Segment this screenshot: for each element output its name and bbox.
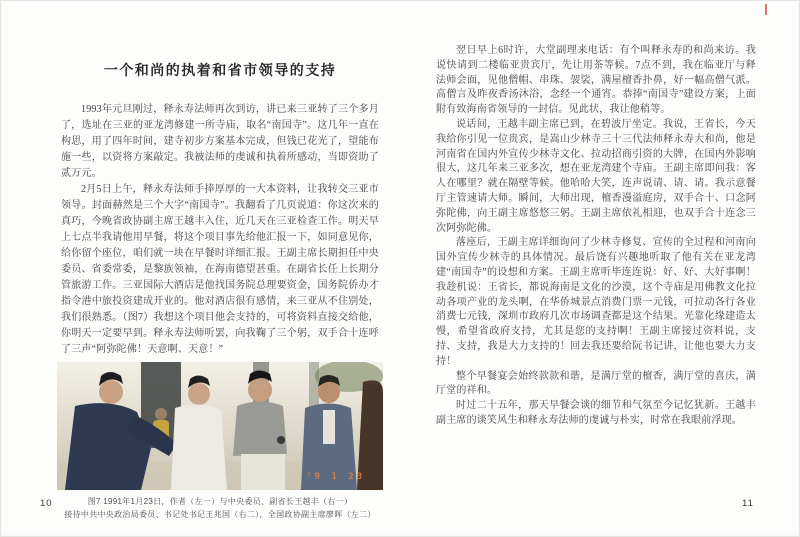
page-right (436, 0, 756, 537)
photo-caption-line1: 图7 1991年1月23日，作者（左一）与中央委员、副省长王越丰（右一） (87, 497, 353, 506)
photo-figure (57, 362, 383, 521)
photo-caption (57, 495, 383, 521)
left-paragraph-2: 2月5日上午，释永寿法师手捧厚厚的一大本资料，让我转交三亚市领导。封面赫然是三个大字“南国寺”。我翻看了几页说道：你这次来的真巧，今晚省政协副主席王越丰入住，近几天在三亚检查工作。明天早上七点半我请他用早餐，将这个项目事先给他汇报一下，如同意见你，给你留个座位，咱们就一块在早餐时详细汇报。王副主席长期担任中央委员、省委常委，是黎族领袖，在海南德望甚重。在副省长任上长期分管旅游工作。三亚国际大酒店是他找国务院总理要资金，国务院侨办才指令港中旅投资建成开业的。他对酒店很有感情，来三亚从不住别处，我们很熟悉。（图7）我想这个项目他会支持的，可将资料直接交给他，你明天一定要早到。释永寿法师听罢，向我鞠了三个躬，双手合十连呼了三声“阿弥陀佛！天意啊、天意！” (61, 184, 379, 355)
photo-caption-line2: 接待中共中央政治局委员、书记处书记王兆国（右二），全国政协副主席廖晖（左二） (64, 510, 376, 519)
red-edge-mark (765, 4, 767, 15)
page-number-left: 10 (40, 498, 53, 509)
historical-photo (57, 362, 383, 490)
right-paragraph-5: 时过二十五年，那天早餐会谈的细节和气氛至今记忆犹新。王越丰副主席的谈笑风生和释永寿法师的虔诚与朴实，时常在我眼前浮现。 (436, 400, 756, 426)
page-left (61, 0, 379, 537)
left-paragraph-1: 1993年元旦刚过，释永寿法师再次到访，讲已来三亚转了三个多月了，选址在三亚的亚龙湾修建一所寺庙，取名“南国寺”。这几年一直在构思，用了四年时间，建寺初步方案基本完成，但钱已花光了，望能布施一些，以资将方案敲定。我被法师的虔诚和执着所感动，当即资助了贰万元。 (61, 104, 379, 179)
right-paragraph-3: 落座后，王副主席详细询问了少林寺修复、宣传的全过程和河南向国外宣传少林寺的具体情况。最后饶有兴趣地听取了他有关在亚龙湾建“南国寺”的设想和方案。王副主席听毕连连说：好、好、大好事啊！我趁机说：王省长，都说海南是文化的沙漠，这个寺庙是用佛教文化拉动各项产业的龙头啊，在华侨城景点消费门票一元钱，可拉动各行各业消费七元钱，深圳市政府几次市场调查都是这个结果。光靠化缘建造太慢，希望省政府支持，尤其是您的支持啊！王副主席接过资料说，支持、支持，我是大力支持的！回去我还要给阮书记讲，让他也要大力支持！ (436, 237, 756, 367)
right-paragraph-2: 说话间，王越丰副主席已到，在碧波厅坐定。我说，王省长，今天我给你引见一位贵宾，是嵩山少林寺三十三代法师释永寿大和尚，他是河南省在国内外宣传少林寺文化、拉动招商引资的大牌，在国内外影响很大，这几年来三亚多次，想在亚龙湾建个寺庙。王副主席即问我：客人在哪里？就在隔壁等候。他哈哈大笑，连声说请、请、请。我示意餐厅主管速请大师。瞬间，大师出现，檀香漫溢庭房，双手合十、口念阿弥陀佛，向王副主席悠悠三躬。王副主席依礼相迎，也双手合十连念三次阿弥陀佛。 (436, 118, 756, 234)
right-paragraph-4: 整个早餐宴会始终款款和谐，是满厅堂的檀香，满厅堂的喜庆，满厅堂的祥和。 (436, 370, 756, 397)
page-number-right: 11 (742, 498, 754, 509)
right-page-text (436, 0, 756, 429)
photo-date-stamp: '9 1 23 (306, 472, 365, 482)
photo-illustration (57, 362, 383, 490)
right-paragraph-1: 翌日早上6时许，大堂副理来电话：有个叫释永寿的和尚来访。我说快请到二楼临亚贵宾厅，先让用茶等候。7点不到，我在临亚厅与释法师会面，见他僧帽、串珠、袈裟，满屋檀香扑鼻，好一幅高僧气派。高僧言及昨夜香汤沐浴，念经一个通宵。恭捧“南国寺”建设方案，上面附有致海南省领导的一封信。见此状，我让他稍等。 (436, 45, 756, 116)
bystander-head (155, 408, 167, 420)
chapter-title: 一个和尚的执着和省市领导的支持 (103, 62, 337, 78)
